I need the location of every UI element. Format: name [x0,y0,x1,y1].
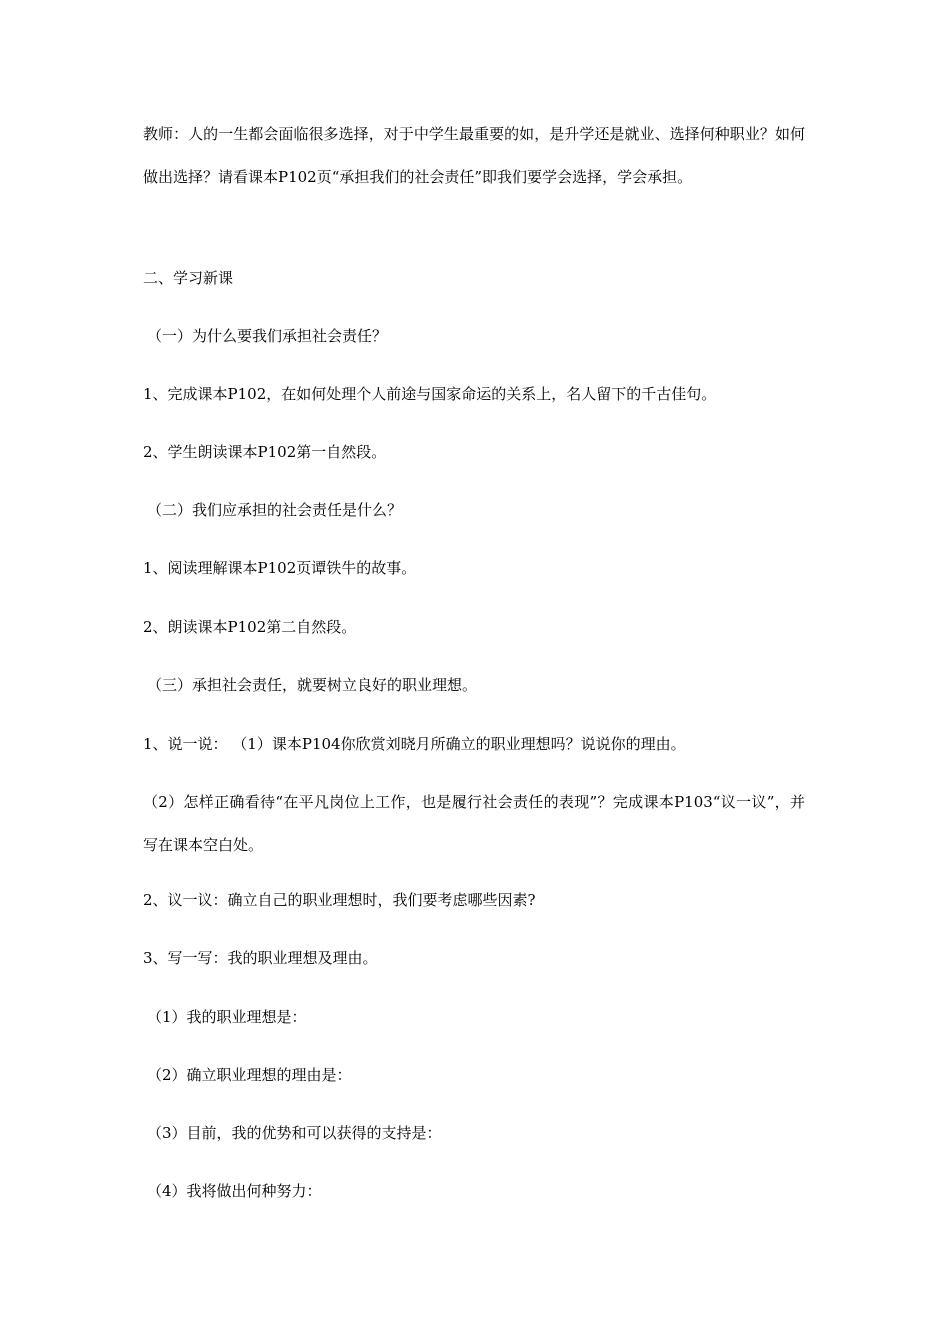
question-1: （1）我的职业理想是： [147,1008,307,1026]
question-4: （4）我将做出何种努力： [147,1182,322,1200]
part2-item2: 2、朗读课本P102第二自然段。 [143,618,357,636]
part2-heading: （二）我们应承担的社会责任是什么？ [147,501,403,519]
section-heading: 二、学习新课 [143,269,234,287]
part1-item1: 1、完成课本P102，在如何处理个人前途与国家命运的关系上，名人留下的千古佳句。 [143,385,717,403]
part1-item2: 2、学生朗读课本P102第一自然段。 [143,443,387,461]
intro-paragraph: 教师：人的一生都会面临很多选择，对于中学生最重要的如，是升学还是就业、选择何种职业？如何做出选择？请看课本P102页“承担我们的社会责任”即我们要学会选择，学会承担。 [143,125,805,186]
part2-item1: 1、阅读理解课本P102页谭铁牛的故事。 [143,559,417,577]
part3-item2: 2、议一议：确立自己的职业理想时，我们要考虑哪些因素? [143,891,536,909]
question-2: （2）确立职业理想的理由是： [147,1066,352,1084]
part3-item1-sub2: （2）怎样正确看待“在平凡岗位上工作，也是履行社会责任的表现”？完成课本P103“议一议”，并写在课本空白处。 [143,793,805,854]
part3-item3: 3、写一写：我的职业理想及理由。 [143,949,378,967]
part3-item1: 1、说一说： （1）课本P104你欣赏刘晓月所确立的职业理想吗？说说你的理由。 [143,735,686,753]
part3-heading: （三）承担社会责任，就要树立良好的职业理想。 [147,676,478,694]
question-3: （3）目前，我的优势和可以获得的支持是： [147,1124,442,1142]
part1-heading: （一）为什么要我们承担社会责任？ [147,327,388,345]
